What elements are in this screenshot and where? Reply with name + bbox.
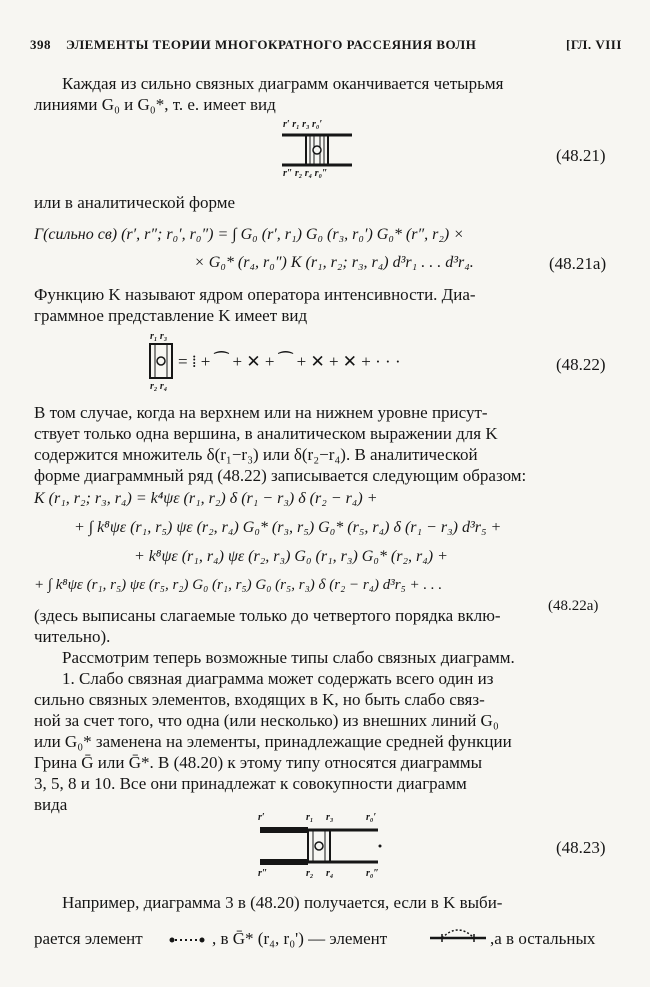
text-line: Рассмотрим теперь возможные типы слабо связных диаграмм. [62, 648, 515, 667]
equation-number: (48.22a) [548, 598, 599, 614]
equation-line: + ∫ k⁸ψε (r₁, r₅) ψε (r₅, r₂) G₀ (r₁, r₅) G₀ (r₅, r₃) δ (r₂ − r₄) d³r₅ + . . . [34, 577, 443, 593]
diagram-label: r″ r₂ r₄ r₀″ [283, 168, 328, 179]
equation-line: + k⁸ψε (r₁, r₄) ψε (r₂, r₃) G₀ (r₁, r₃) G₀* (r₂, r₄) + [134, 548, 448, 565]
page-number: 398 [30, 37, 51, 52]
diagram-label: r₃ [326, 812, 334, 823]
text-line: В том случае, когда на верхнем или на нижнем уровне присут- [34, 403, 488, 422]
diagram-label: r₁ r₃ [150, 331, 168, 342]
equation-line: + ∫ k⁸ψε (r₁, r₅) ψε (r₂, r₄) G₀* (r₃, r₅) G₀* (r₅, r₄) δ (r₁ − r₃) d³r₅ + [74, 519, 502, 536]
text-line: Функцию K называют ядром оператора интенсивности. Диа- [34, 285, 476, 304]
running-title: ЭЛЕМЕНТЫ ТЕОРИИ МНОГОКРАТНОГО РАССЕЯНИЯ ВОЛН [66, 37, 477, 52]
text-line: вида [34, 795, 68, 814]
text-line: (здесь выписаны слагаемые только до четвертого порядка вклю- [34, 606, 501, 625]
text-line: сильно связных элементов, входящих в K, но быть слабо связ- [34, 690, 485, 709]
text-line: ,а в остальных [490, 929, 596, 948]
text-line: Каждая из сильно связных диаграмм оканчивается четырьмя [62, 74, 504, 93]
equation-number: (48.21a) [549, 254, 607, 273]
diagram-48-22-kernel [148, 342, 176, 382]
equation-number: (48.23) [556, 838, 606, 857]
diagram-label: r₀′ [366, 812, 377, 823]
text-line: ствует только одна вершина, в аналитическом выражении для K [34, 424, 498, 443]
text-line: рается элемент [34, 929, 143, 948]
text-line: Например, диаграмма 3 в (48.20) получается, если в K выби- [62, 893, 503, 912]
equation-number: (48.21) [556, 146, 606, 165]
equation-line: K (r₁, r₂; r₃, r₄) = k⁴ψε (r₁, r₂) δ (r₁ − r₃) δ (r₂ − r₄) + [34, 490, 378, 507]
equation-number: (48.22) [556, 355, 606, 374]
chapter-label: [ГЛ. VIII [566, 37, 622, 52]
text-line: содержится множитель δ(r₁−r₃) или δ(r₂−r₄). В аналитической [34, 445, 478, 464]
text-line: 1. Слабо связная диаграмма может содержать всего один из [62, 669, 494, 688]
text-line: чительно). [34, 627, 111, 646]
diagram-label: r₂ [306, 868, 314, 879]
diagram-label: r₁ [306, 812, 314, 823]
text-line: или в аналитической форме [34, 193, 236, 212]
diagram-series: = ⁞ + ⁀ + ✕ + ⁀ + ✕ + ✕ + · · · [178, 352, 401, 371]
inline-diagram-element-arc [428, 924, 488, 944]
text-line: Грина Ḡ или Ḡ*. В (48.20) к этому типу относятся диаграммы [34, 753, 483, 772]
diagram-label: r₂ r₄ [150, 381, 168, 392]
text-line: ной за счет того, что одна (или несколько) из внешних линий G₀ [34, 711, 499, 730]
diagram-label: r₄ [326, 868, 334, 879]
inline-diagram-element [168, 934, 208, 946]
diagram-48-21 [280, 132, 355, 170]
text-line: , в Ḡ* (r₄, r₀') — элемент [212, 929, 388, 948]
diagram-label: r″ [258, 868, 268, 879]
text-line: граммное представление K имеет вид [34, 306, 308, 325]
text-line: форме диаграммный ряд (48.22) записывается следующим образом: [34, 466, 527, 485]
diagram-label: r′ r₁ r₃ r₀′ [283, 119, 323, 130]
equation-line: × G₀* (r₄, r₀″) K (r₁, r₂; r₃, r₄) d³r₁ . . . d³r₄. [194, 254, 474, 271]
diagram-48-23 [258, 826, 383, 868]
text-line: 3, 5, 8 и 10. Все они принадлежат к совокупности диаграмм [34, 774, 467, 793]
equation-line: Γ(сильно св) (r′, r″; r₀′, r₀″) = ∫ G₀ (r′, r₁) G₀ (r₃, r₀′) G₀* (r″, r₂) × [34, 226, 465, 243]
text-line: линиями G₀ и G₀*, т. е. имеет вид [34, 95, 276, 114]
diagram-label: r′ [258, 812, 265, 823]
diagram-label: r₀″ [366, 868, 379, 879]
text-line: или G₀* заменена на элементы, принадлежащие средней функции [34, 732, 512, 751]
